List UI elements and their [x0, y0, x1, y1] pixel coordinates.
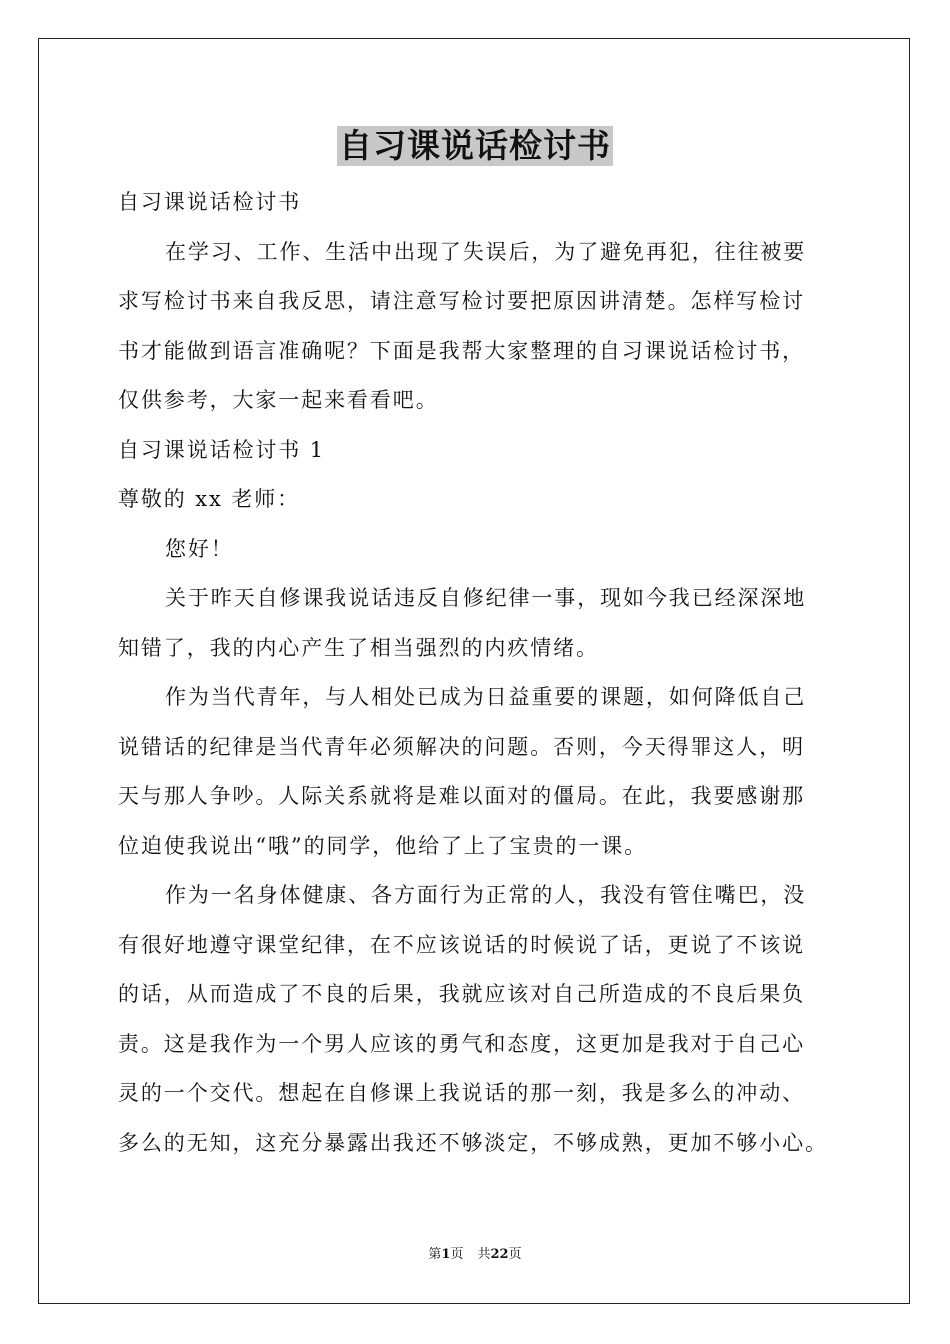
page-total-number: 22	[490, 1247, 509, 1262]
greeting: 您好！	[165, 536, 234, 561]
document-title: 自习课说话检讨书	[339, 126, 611, 165]
paragraph-line: 作为当代青年，与人相处已成为日益重要的课题，如何降低自己	[165, 685, 807, 709]
paragraph-line: 知错了，我的内心产生了相当强烈的内疚情绪。	[118, 635, 599, 660]
total-suffix: 页	[508, 1247, 522, 1262]
paragraph-line: 灵的一个交代。想起在自修课上我说话的那一刻，我是多么的冲动、	[118, 1081, 805, 1105]
paragraph-line: 天与那人争吵。人际关系就将是难以面对的僵局。在此，我要感谢那	[118, 784, 805, 808]
page-current-number: 1	[441, 1247, 451, 1262]
salutation: 尊敬的 xx 老师：	[118, 487, 301, 511]
paragraph-line: 求写检讨书来自我反思，请注意写检讨要把原因讲清楚。怎样写检讨	[118, 289, 805, 313]
paragraph-line: 的话，从而造成了不良的后果，我就应该对自己所造成的不良后果负	[118, 982, 805, 1006]
page-suffix: 页	[450, 1247, 464, 1262]
paragraph-line: 在学习、工作、生活中出现了失误后，为了避免再犯，往往被要	[165, 239, 807, 264]
paragraph-line: 说错话的纪律是当代青年必须解决的问题。否则，今天得罪这人，明	[118, 734, 805, 759]
paragraph-line: 书才能做到语言准确呢？下面是我帮大家整理的自习课说话检讨书，	[118, 338, 805, 363]
total-prefix: 共	[477, 1247, 491, 1262]
paragraph-line: 自习课说话检讨书	[118, 190, 302, 214]
paragraph-line: 位迫使我说出“哦”的同学，他给了上了宝贵的一课。	[118, 833, 648, 858]
paragraph-line: 多么的无知，这充分暴露出我还不够淡定，不够成熟，更加不够小心。	[118, 1130, 828, 1155]
paragraph-line: 有很好地遵守课堂纪律，在不应该说话的时候说了话，更说了不该说	[118, 932, 805, 957]
page-footer	[0, 1246, 950, 1264]
paragraph-line: 作为一名身体健康、各方面行为正常的人，我没有管住嘴巴，没	[165, 883, 807, 907]
paragraph-line: 责。这是我作为一个男人应该的勇气和态度，这更加是我对于自己心	[118, 1031, 805, 1056]
title-container	[0, 126, 950, 166]
document-body	[118, 178, 838, 1168]
page-prefix: 第	[428, 1247, 442, 1262]
paragraph-line: 关于昨天自修课我说话违反自修纪律一事，现如今我已经深深地	[165, 586, 807, 610]
paragraph-line: 仅供参考，大家一起来看看吧。	[118, 388, 439, 412]
section-heading: 自习课说话检讨书 1	[118, 437, 326, 462]
